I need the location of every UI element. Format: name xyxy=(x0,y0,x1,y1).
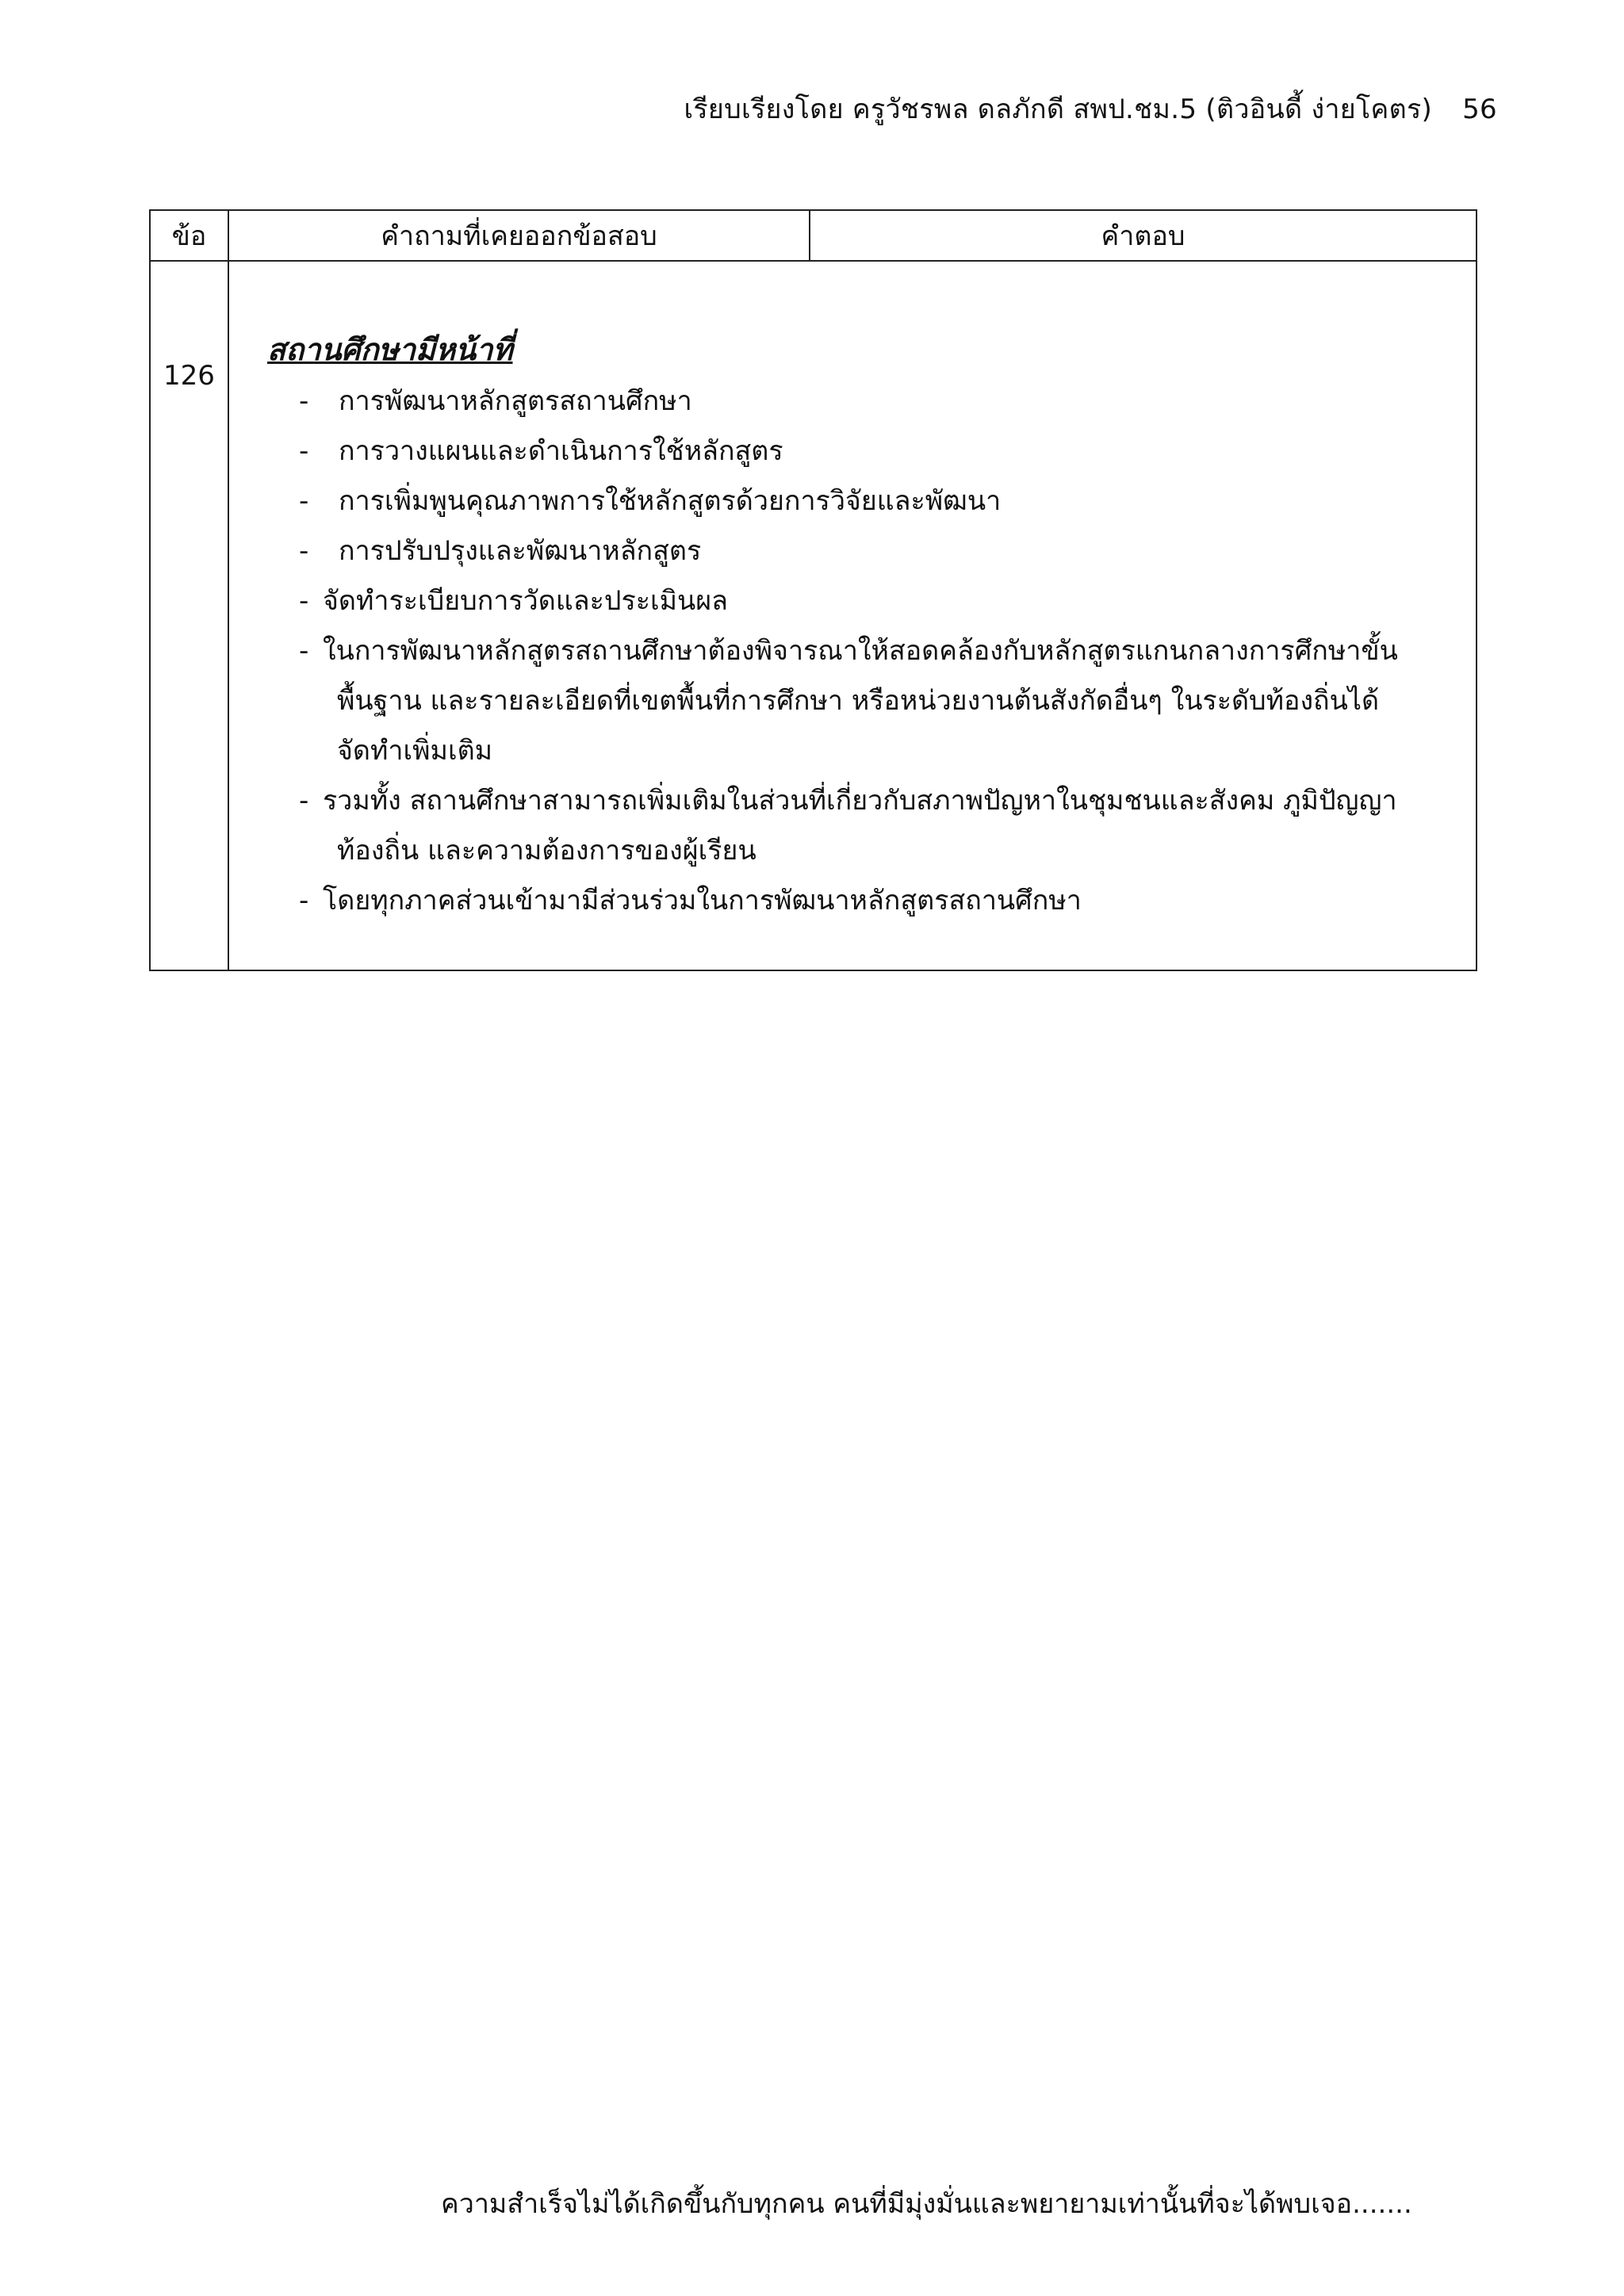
list-item-text xyxy=(323,776,1428,876)
bullet-dash: - xyxy=(299,435,309,467)
header-text: เรียบเรียงโดย ครูวัชรพล ดลภักดี สพป.ชม.5 (ติวอินดี้ ง่ายโคตร) xyxy=(684,94,1433,125)
list-item xyxy=(253,626,1428,776)
list-item xyxy=(253,526,1428,576)
list-item xyxy=(253,377,1428,427)
bullet-dash: - xyxy=(299,485,309,517)
bullet-dash: - xyxy=(299,635,309,667)
bullet-dash: - xyxy=(299,885,309,916)
list-item-text: การปรับปรุงและพัฒนาหลักสูตร xyxy=(339,535,702,567)
page-number: 56 xyxy=(1462,94,1497,125)
section-title: สถานศึกษามีหน้าที่ xyxy=(267,332,513,367)
list-item-line: จัดทำเพิ่มเติม xyxy=(337,735,493,767)
list-item xyxy=(253,876,1428,926)
qa-table xyxy=(149,209,1477,971)
bullet-dash: - xyxy=(299,585,309,617)
page-footer: ความสำเร็จไม่ได้เกิดขึ้นกับทุกคน คนที่มีมุ่งมั่นและพยายามเท่านั้นที่จะได้พบเจอ....... xyxy=(441,2188,1412,2220)
list-item-line: พื้นฐาน และรายละเอียดที่เขตพื้นที่การศึกษา หรือหน่วยงานต้นสังกัดอื่นๆ ในระดับท้องถิ่นได้ xyxy=(337,685,1380,717)
page-header xyxy=(684,87,1497,130)
list-item-text: จัดทำระเบียบการวัดและประเมินผล xyxy=(323,585,728,617)
list-item-text: การเพิ่มพูนคุณภาพการใช้หลักสูตรด้วยการวิจัยและพัฒนา xyxy=(339,485,1002,517)
answer-content xyxy=(229,262,1476,926)
list-item-line: ท้องถิ่น และความต้องการของผู้เรียน xyxy=(337,835,756,867)
list-item xyxy=(253,776,1428,876)
list-item xyxy=(253,427,1428,476)
table-header-row xyxy=(150,210,1477,261)
list-item-text: โดยทุกภาคส่วนเข้ามามีส่วนร่วมในการพัฒนาหลักสูตรสถานศึกษา xyxy=(323,885,1082,916)
table-row xyxy=(150,261,1477,970)
bullet-dash: - xyxy=(299,785,309,817)
bullet-dash: - xyxy=(299,535,309,567)
header-answer: คำตอบ xyxy=(810,210,1477,261)
list-item-text: การพัฒนาหลักสูตรสถานศึกษา xyxy=(339,385,692,417)
list-item-text: การวางแผนและดำเนินการใช้หลักสูตร xyxy=(339,435,783,467)
list-item xyxy=(253,576,1428,626)
list-item-line: รวมทั้ง สถานศึกษาสามารถเพิ่มเติมในส่วนที่เกี่ยวกับสภาพปัญหาในชุมชนและสังคม ภูมิปัญญา xyxy=(323,785,1397,817)
row-content xyxy=(228,261,1477,970)
list-item-text xyxy=(323,626,1428,776)
header-question: คำถามที่เคยออกข้อสอบ xyxy=(228,210,810,261)
bullet-dash: - xyxy=(299,385,309,417)
list-item-line: ในการพัฒนาหลักสูตรสถานศึกษาต้องพิจารณาให้สอดคล้องกับหลักสูตรแกนกลางการศึกษาขั้น xyxy=(323,635,1398,667)
row-number: 126 xyxy=(150,261,228,970)
list-item xyxy=(253,476,1428,526)
header-no: ข้อ xyxy=(150,210,228,261)
